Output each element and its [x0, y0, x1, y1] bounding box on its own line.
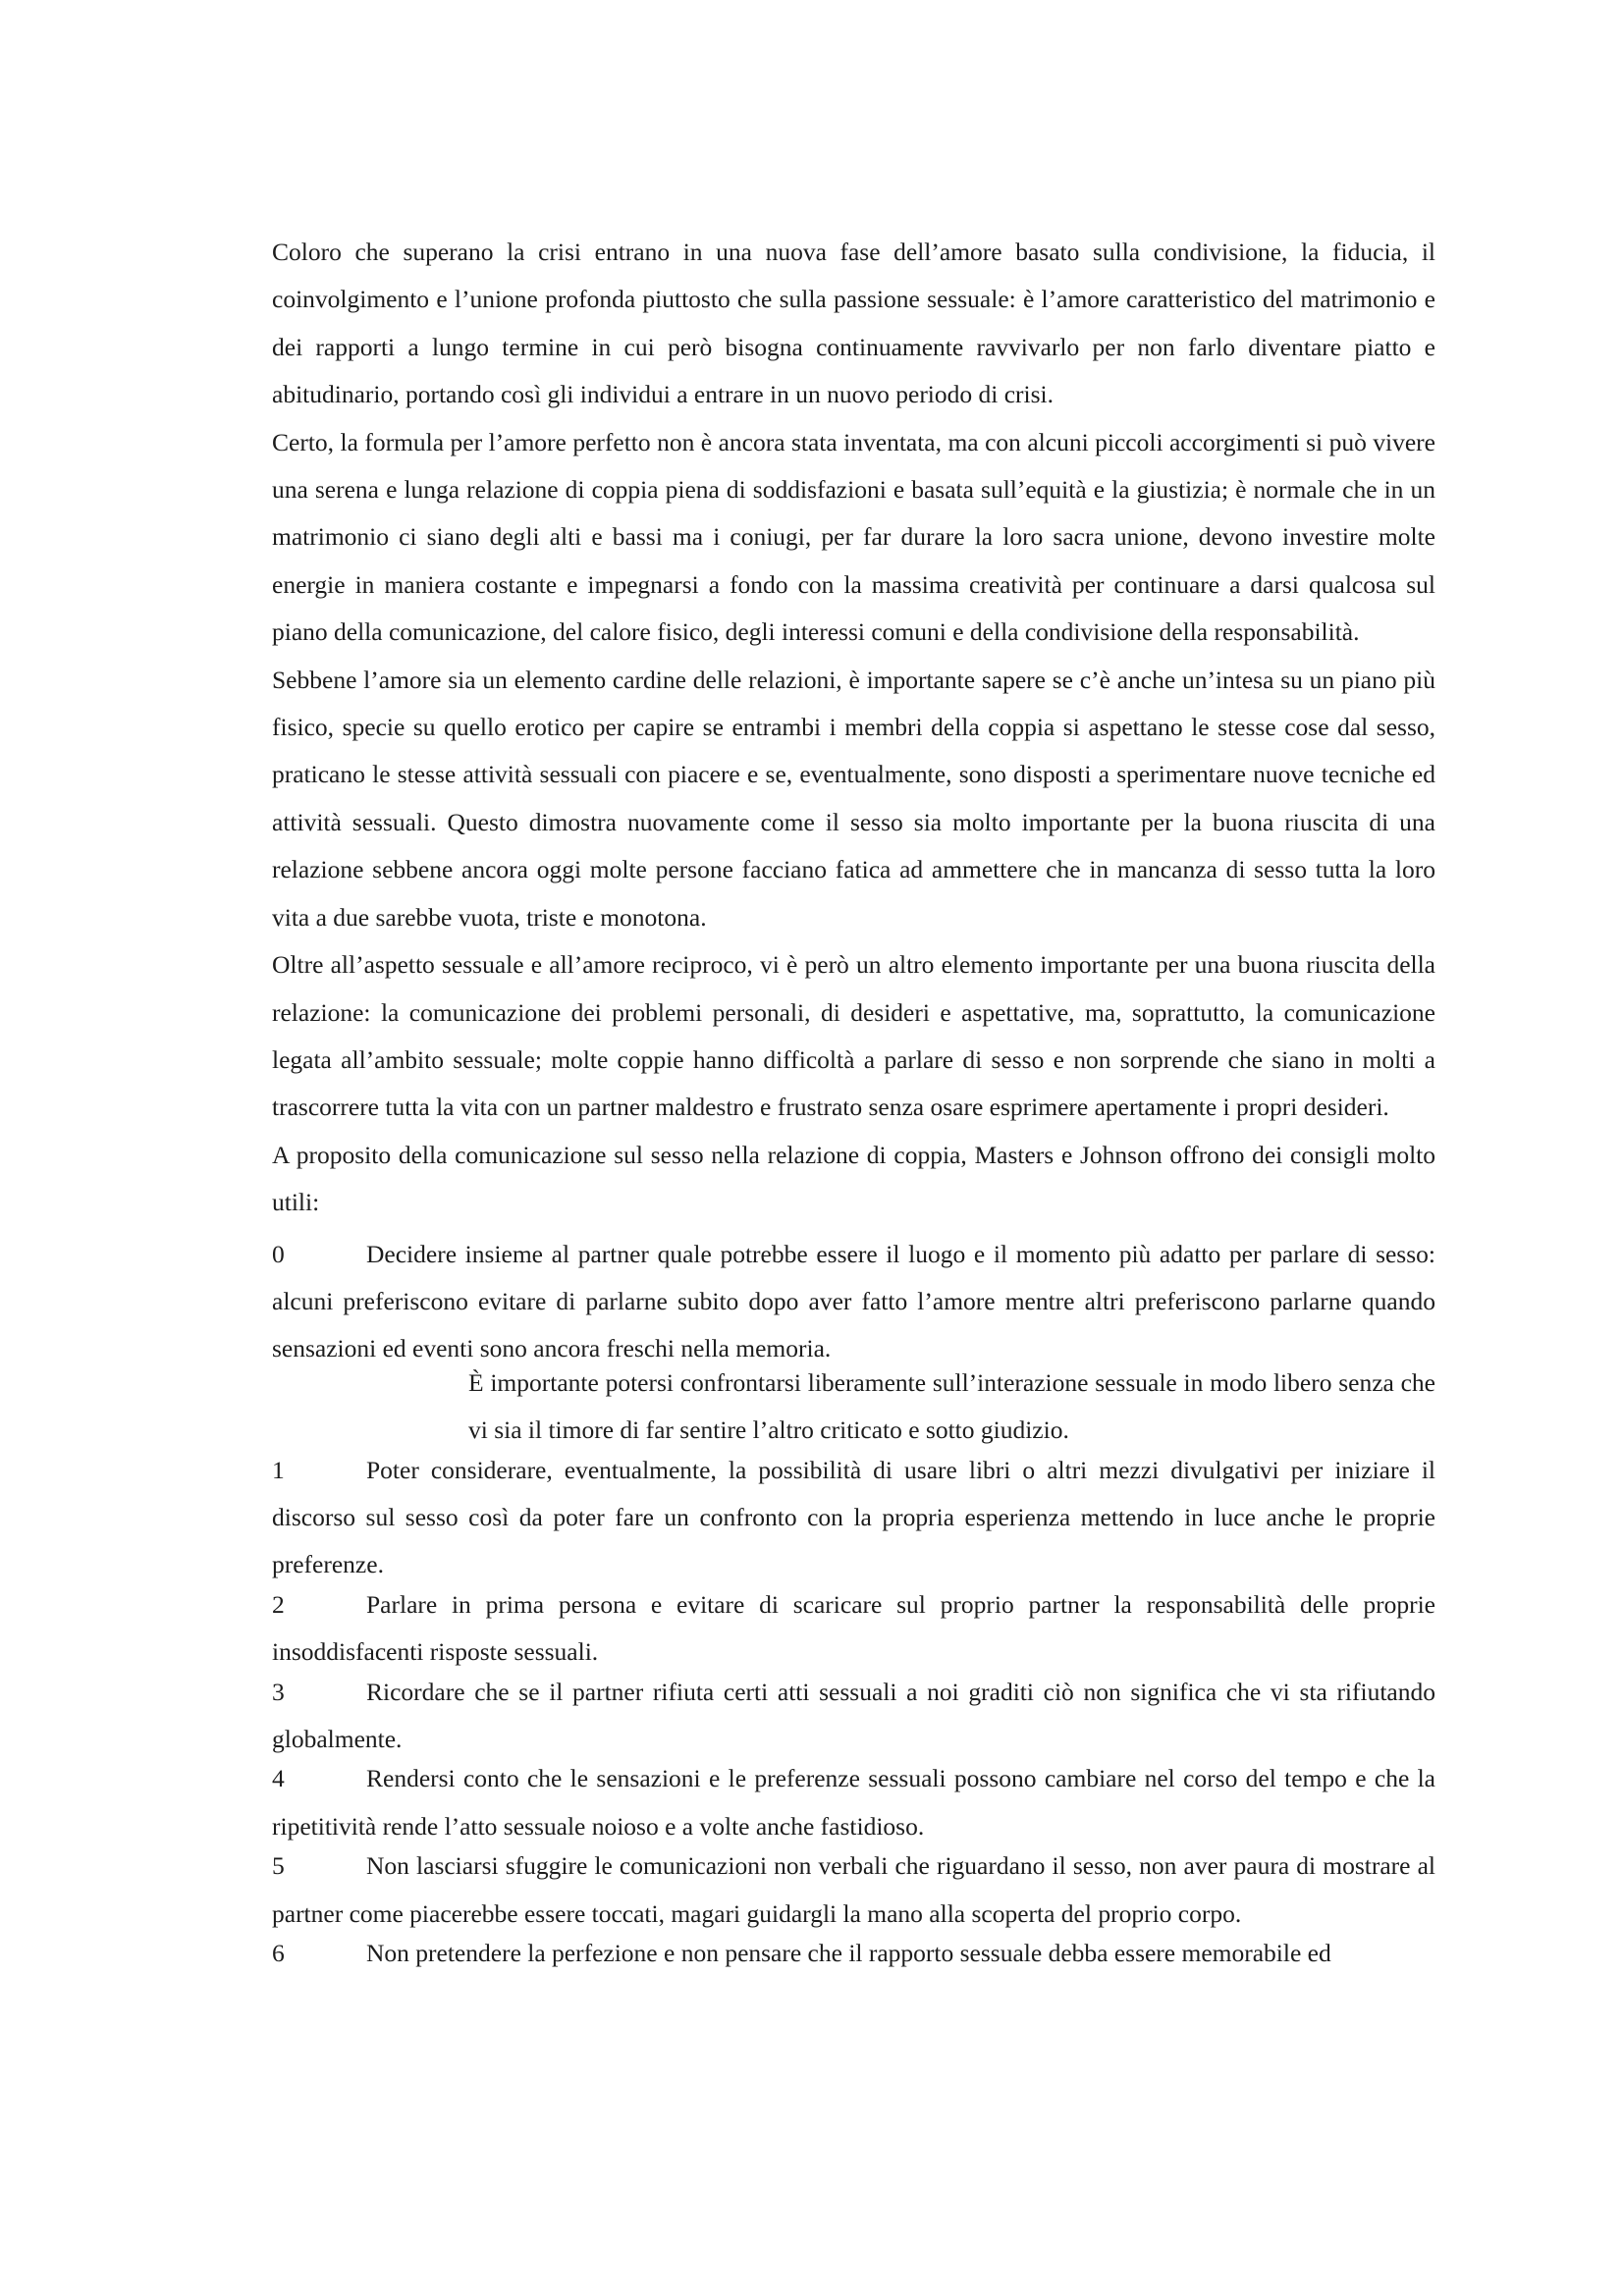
list-item [272, 1447, 1435, 1589]
list-item [272, 1669, 1435, 1764]
paragraph: A proposito della comunicazione sul sesso nella relazione di coppia, Masters e Johnson offrono dei consigli molto utili: [272, 1140, 1435, 1217]
list-item-number: 5 [272, 1851, 285, 1881]
list-item-text: Non lasciarsi sfuggire le comunicazioni non verbali che riguardano il sesso, non aver paura di mostrare al partner come piacerebbe essere toccati, magari guidargli la mano alla scoperta del proprio corpo. [272, 1851, 1435, 1928]
list-item [272, 1930, 1435, 1977]
paragraph: Certo, la formula per l’amore perfetto non è ancora stata inventata, ma con alcuni piccoli accorgimenti si può vivere una serena e lunga relazione di coppia piena di soddisfazioni e basata sull’equità e la giustizia; è normale che in un matrimonio ci siano degli alti e bassi ma i coniugi, per far durare la loro sacra unione, devono investire molte energie in maniera costante e impegnarsi a fondo con la massima creatività per continuare a darsi qualcosa sul piano della comunicazione, del calore fisico, degli interessi comuni e della condivisione della responsabilità. [272, 427, 1435, 647]
list-item-number: 2 [272, 1589, 285, 1619]
paragraph: Oltre all’aspetto sessuale e all’amore reciproco, vi è però un altro elemento importante per una buona riuscita della relazione: la comunicazione dei problemi personali, di desideri e aspettative, ma, soprattutto, la comunicazione legata all’ambito sessuale; molte coppie hanno difficoltà a parlare di sesso e non sorprende che siano in molti a trascorrere tutta la vita con un partner maldestro e frustrato senza osare esprimere apertamente i propri desideri. [272, 950, 1435, 1122]
list-item-number: 3 [272, 1677, 285, 1706]
list-item-text: Ricordare che se il partner rifiuta certi atti sessuali a noi graditi ciò non significa che vi sta rifiutando globalmente. [272, 1677, 1435, 1753]
list-item-text: Non pretendere la perfezione e non pensare che il rapporto sessuale debba essere memorabile ed [366, 1939, 1331, 1968]
advice-list [272, 1231, 1435, 1978]
list-item-number: 4 [272, 1764, 285, 1793]
list-item-text: Poter considerare, eventualmente, la possibilità di usare libri o altri mezzi divulgativi per iniziare il discorso sul sesso così da poter fare un confronto con la propria esperienza mettendo in luce anche le proprie preferenze. [272, 1455, 1435, 1579]
paragraph: Sebbene l’amore sia un elemento cardine delle relazioni, è importante sapere se c’è anche un’intesa su un piano più fisico, specie su quello erotico per capire se entrambi i membri della coppia si aspettano le stesse cose dal sesso, praticano le stesse attività sessuali con piacere e se, eventualmente, sono disposti a sperimentare nuove tecniche ed attività sessuali. Questo dimostra nuovamente come il sesso sia molto importante per la buona riuscita di una relazione sebbene ancora oggi molte persone facciano fatica ad ammettere che in mancanza di sesso tutta la loro vita a due sarebbe vuota, triste e monotona. [272, 665, 1435, 932]
list-item-number: 1 [272, 1455, 285, 1484]
list-item [272, 1581, 1435, 1677]
list-item-number: 6 [272, 1939, 285, 1968]
paragraph: Coloro che superano la crisi entrano in una nuova fase dell’amore basato sulla condivisione, la fiducia, il coinvolgimento e l’unione profonda piuttosto che sulla passione sessuale: è l’amore caratteristico del matrimonio e dei rapporti a lungo termine in cui però bisogna continuamente ravvivarlo per non farlo diventare piatto e abitudinario, portando così gli individui a entrare in un nuovo periodo di crisi. [272, 238, 1435, 409]
list-item-number: 0 [272, 1239, 285, 1268]
list-item [272, 1755, 1435, 1850]
list-item-continuation: È importante potersi confrontarsi liberamente sull’interazione sessuale in modo libero senza che vi sia il timore di far sentire l’altro criticato e sotto giudizio. [468, 1367, 1435, 1445]
list-item-text: Decidere insieme al partner quale potrebbe essere il luogo e il momento più adatto per parlare di sesso: alcuni preferiscono evitare di parlarne subito dopo aver fatto l’amore mentre altri preferiscono parlarne quando sensazioni ed eventi sono ancora freschi nella memoria. [272, 1239, 1435, 1363]
document-body [272, 229, 1435, 1977]
list-item [272, 1842, 1435, 1938]
list-item-text: Rendersi conto che le sensazioni e le preferenze sessuali possono cambiare nel corso del tempo e che la ripetitività rende l’atto sessuale noioso e a volte anche fastidioso. [272, 1764, 1435, 1841]
list-item-text: Parlare in prima persona e evitare di scaricare sul proprio partner la responsabilità delle proprie insoddisfacenti risposte sessuali. [272, 1589, 1435, 1667]
list-item [272, 1231, 1435, 1373]
